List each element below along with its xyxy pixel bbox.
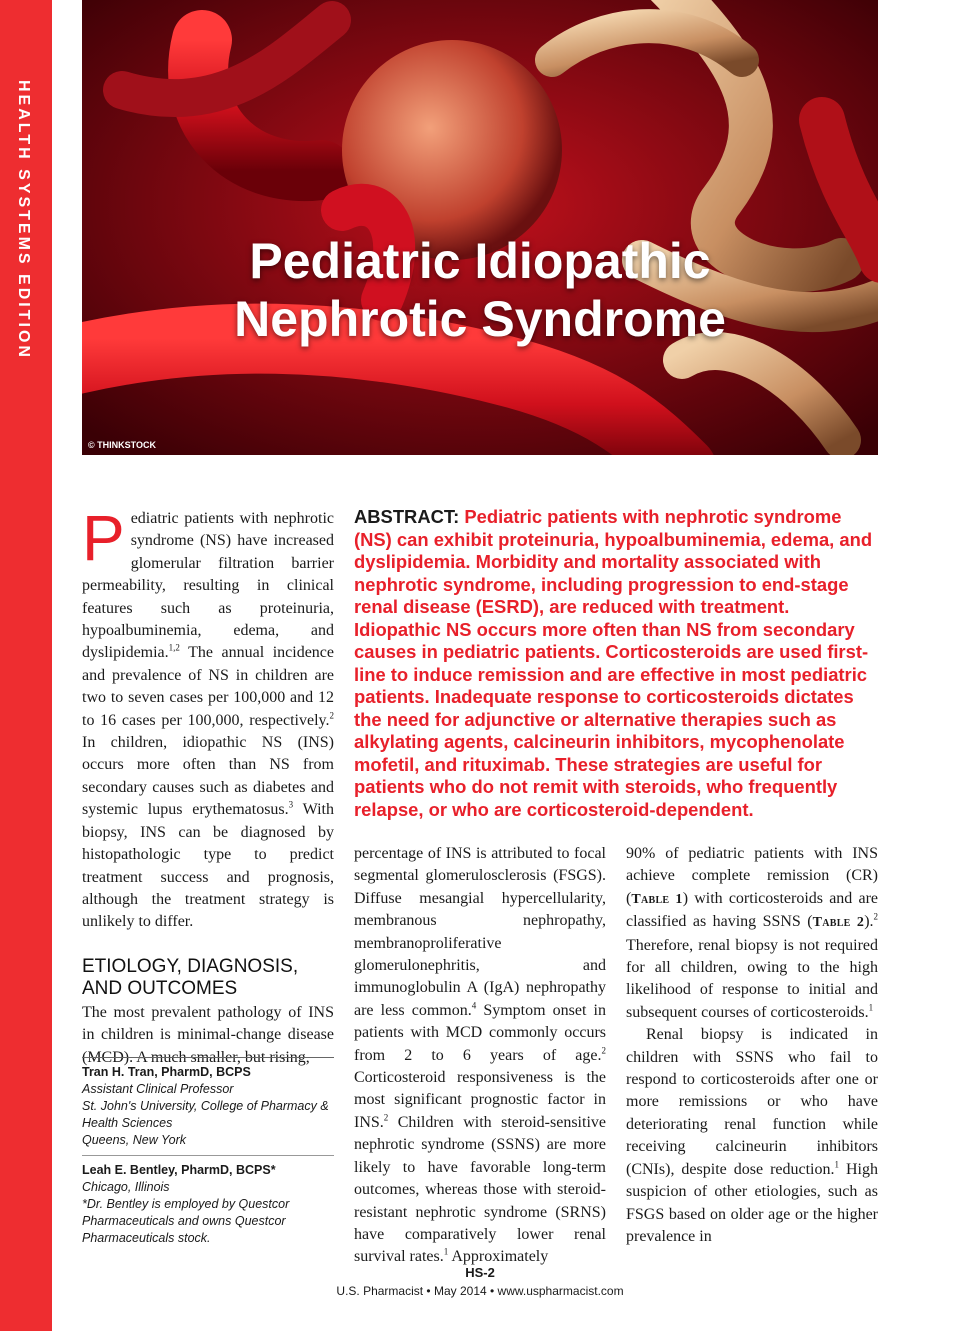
footer-publication: U.S. Pharmacist • May 2014 • www.uspharmacist.com: [336, 1284, 624, 1298]
column-3: [626, 843, 878, 1248]
intro-text-a: ediatric patients with nephrotic syndrome (NS) have increased glomerular filtration barrier permeability, resulting in clinical features such as proteinuria, hypoalbuminemia, edema, and dyslipidemia.: [82, 510, 334, 662]
author-affiliation: Assistant Clinical Professor: [82, 1082, 234, 1096]
section-heading-line-1: ETIOLOGY, DIAGNOSIS,: [82, 955, 299, 977]
hero-image: [82, 0, 878, 455]
abstract-label: ABSTRACT:: [354, 506, 460, 527]
col3-text-c: ).: [864, 913, 874, 931]
citation: 1,2: [168, 643, 180, 654]
table-1-reference: Table 1: [631, 891, 683, 907]
col3-p2-text-b: High suspicion of other etiologies, such as FSGS based on older age or the higher prevalence in: [626, 1160, 878, 1245]
edition-sidebar: [0, 0, 52, 1331]
col2-text-e: Approximately: [448, 1248, 549, 1266]
author-name: Leah E. Bentley, PharmD, BCPS*: [82, 1163, 276, 1177]
col2-text-b: Symptom onset in patients with MCD commonly occurs from 2 to 6 years of age.: [354, 1001, 606, 1064]
drop-cap: P: [82, 502, 125, 574]
author-block: [82, 1155, 334, 1253]
edition-label: HEALTH SYSTEMS EDITION: [15, 80, 32, 360]
author-info: [82, 1057, 334, 1253]
citation: 2: [873, 911, 879, 922]
abstract-text: Pediatric patients with nephrotic syndrome (NS) can exhibit proteinuria, hypoalbuminemia, edema, and dyslipidemia. Morbidity and mortality associated with nephrotic syndrome, including progression to end-stage renal disease (ESRD), are reduced with treatment. Idiopathic NS occurs more often than NS from secondary causes in pediatric patients. Corticosteroids are used first-line to induce remission and are effective in most pediatric patients. Inadequate response to corticosteroids dictates the need for adjunctive or alternative therapies such as alkylating agents, calcineurin inhibitors, mycophenolate mofetil, and rituximab. These strategies are useful for patients who do not remit with steroids, who frequently relapse, or who are corticosteroid-dependent.: [354, 506, 873, 820]
col2-text-d: Children with steroid-sensitive nephrotic syndrome (SSNS) are more likely to have favorable long-term outcomes, whereas those with steroid-resistant nephrotic syndrome (SRNS) have comparatively lower renal survival rates.: [354, 1113, 606, 1266]
citation: 2: [383, 1112, 389, 1123]
etiology-paragraph: The most prevalent pathology of INS in children is minimal-change disease (MCD). A much smaller, but rising,: [82, 1003, 334, 1066]
column-3-paragraph-1: [626, 843, 878, 1024]
author-disclosure: Pharmaceuticals stock.: [82, 1231, 211, 1245]
column-1: [82, 502, 334, 1069]
author-block: [82, 1058, 334, 1155]
col3-text-d: Therefore, renal biopsy is not required for all children, owing to the high likelihood of response to initial and subsequent courses of corticosteroids.: [626, 936, 878, 1021]
intro-text-c: In children, idiopathic NS (INS) occurs more often than NS from secondary causes such as diabetes and systemic lupus erythematosus.: [82, 734, 334, 819]
column-3-paragraph-2: [626, 1024, 878, 1248]
column-2-paragraph: [354, 843, 606, 1269]
col3-text-a: 90% of pediatric patients with INS achieve complete remission (CR) (: [626, 845, 878, 907]
citation: 2: [601, 1045, 606, 1056]
section-heading: [82, 956, 334, 1000]
citation: 2: [329, 710, 334, 721]
intro-text-b: The annual incidence and prevalence of NS in children are two to seven cases per 100,000 and 12 to 16 cases per 100,000, respectively.: [82, 644, 334, 729]
citation: 4: [471, 1000, 477, 1011]
col3-p2-text-a: Renal biopsy is indicated in children with SSNS who fail to respond to corticosteroids after one or more remissions or who have deteriorating renal function while receiving calcineurin inhibitors (CNIs), despite dose reduction.: [626, 1026, 878, 1178]
author-affiliation: Queens, New York: [82, 1133, 186, 1147]
citation: 3: [288, 799, 294, 810]
author-affiliation: Health Sciences: [82, 1116, 173, 1130]
nephron-illustration: [82, 0, 878, 455]
author-affiliation: Chicago, Illinois: [82, 1180, 170, 1194]
citation: 1: [834, 1159, 839, 1170]
intro-paragraph: [82, 502, 334, 934]
table-2-reference: Table 2: [812, 915, 865, 931]
page-number: HS-2: [465, 1265, 495, 1280]
author-name: Tran H. Tran, PharmD, BCPS: [82, 1065, 251, 1079]
intro-text-d: With biopsy, INS can be diagnosed by histopathologic type to predict treatment success and prognosis, although the treatment strategy is unlikely to differ.: [82, 801, 334, 931]
column-2: [354, 843, 606, 1269]
abstract: [354, 506, 880, 821]
author-disclosure: *Dr. Bentley is employed by Questcor: [82, 1197, 290, 1211]
col2-text-c: Corticosteroid responsiveness is the most significant prognostic factor in INS.: [354, 1069, 606, 1131]
citation: 1: [443, 1246, 449, 1257]
title-line-1: Pediatric Idiopathic: [249, 233, 711, 289]
col2-text-a: percentage of INS is attributed to focal segmental glomerulosclerosis (FSGS). Diffuse mesangial hypercellularity, membranous nephropathy, membranoproliferative glomerulonephritis, and immunoglobulin A (IgA) nephropathy are less common.: [354, 845, 606, 1019]
section-heading-line-2: AND OUTCOMES: [82, 977, 238, 999]
author-affiliation: St. John's University, College of Pharmacy &: [82, 1099, 329, 1113]
citation: 1: [868, 1002, 874, 1013]
title-line-2: Nephrotic Syndrome: [234, 291, 726, 347]
photo-credit: © THINKSTOCK: [88, 440, 156, 450]
author-disclosure: Pharmaceuticals and owns Questcor: [82, 1214, 286, 1228]
article-title: [82, 232, 878, 348]
col3-text-b: ) with corticosteroids and are classified as having SSNS (: [626, 889, 879, 931]
